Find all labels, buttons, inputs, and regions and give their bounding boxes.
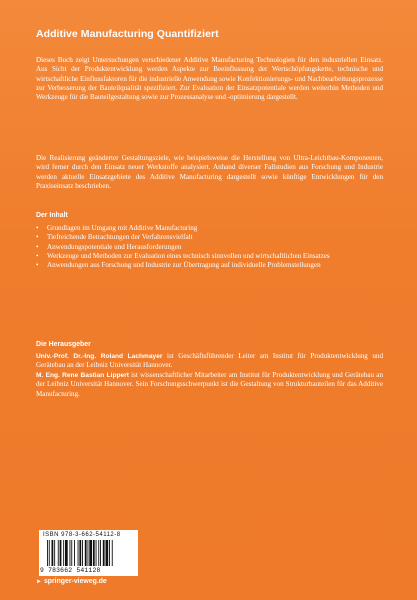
- barcode-bar: [93, 540, 95, 566]
- barcode-number: 9 783662 541128: [40, 567, 101, 574]
- editors-heading: Die Herausgeber: [36, 341, 91, 348]
- editor-2-bio: [36, 371, 383, 399]
- description-paragraph-1: Dieses Buch zeigt Untersuchungen verschiedener Additive Manufacturing Technologien für den industriellen Einsatz. Aus Sicht der Produktentwicklung werden Aspekte zur Beeinflussung der Wertschöpfungskette, technische und wirtschaftliche Einflussfaktoren für die industrielle Anwendung sowie Konfektionierungs- und Nachbearbeitungsprozesse zur Verbesserung der Bauteilqualität spezifiziert. Zur Evaluation der Einsatzpotentiale werden weiterhin Methoden und Werkzeuge für die Bauteilgestaltung sowie zur Prozessanalyse und -optimierung dargestellt.: [36, 56, 383, 101]
- contents-heading: Der Inhalt: [36, 212, 68, 219]
- barcode-bar: [74, 540, 75, 566]
- description-paragraph-2: Die Realisierung geänderter Gestaltungsziele, wie beispielsweise die Herstellung von Ultra-Leichtbau-Komponenten, wird ferner durch den Einsatz neuer Werkstoffe analysiert. Anhand diverser Fallstudien aus Forschung und Industrie werden aktuelle Einsatzgebiete des Additive Manufacturing dargestellt sowie künftige Entwicklungen für den Praxiseinsatz beschrieben.: [36, 154, 383, 190]
- arrow-right-icon: ►: [36, 579, 42, 585]
- barcode-bar: [49, 540, 50, 566]
- barcode-bar: [65, 540, 68, 566]
- list-item: • Anwendungen aus Forschung und Industrie zur Übertragung auf individuelle Problemstellungen: [36, 261, 376, 270]
- contents-list: [36, 224, 376, 270]
- barcode-bar: [60, 540, 62, 566]
- editor-2-text: ist wissenschaftlicher Mitarbeiter am Institut für Produktentwicklung und Gerätebau an der Leibniz Universität Hannover. Sein Forschungsschwerpunkt ist die Gestaltung von Strukturbauteilen für das Additive Manufacturing.: [36, 371, 383, 398]
- barcode-bar: [71, 540, 72, 566]
- barcode-bar: [85, 540, 87, 566]
- barcode-icon: [47, 540, 133, 566]
- editor-1-bio: [36, 352, 383, 371]
- barcode-bar: [82, 540, 83, 566]
- barcode-bar: [89, 540, 92, 566]
- barcode-bar: [106, 540, 109, 566]
- barcode-bar: [47, 540, 48, 566]
- barcode-bar: [70, 540, 71, 566]
- barcode-bar: [103, 540, 105, 566]
- barcode-bar: [98, 540, 99, 566]
- barcode-bar: [52, 540, 54, 566]
- barcode-bar: [58, 540, 59, 566]
- barcode-bar: [63, 540, 64, 566]
- barcode-bar: [100, 540, 101, 566]
- book-title: Additive Manufacturing Quantifiziert: [36, 28, 219, 40]
- barcode-bar: [109, 540, 110, 566]
- barcode-box: [39, 530, 138, 576]
- editor-2-name: M. Eng. Rene Bastian Lippert: [36, 372, 129, 379]
- barcode-bar: [79, 540, 81, 566]
- list-item: • Grundlagen im Umgang mit Additive Manufacturing: [36, 224, 376, 233]
- list-item: • Werkzeuge und Methoden zur Evaluation eines technisch sinnvollen und wirtschaftlichen Einsatzes: [36, 252, 376, 261]
- website-link[interactable]: [36, 578, 107, 585]
- barcode-bar: [88, 540, 89, 566]
- barcode-bar: [78, 540, 79, 566]
- editor-1-name: Univ.-Prof. Dr.-Ing. Roland Lachmayer: [36, 353, 163, 360]
- website-url: springer-vieweg.de: [43, 578, 107, 585]
- list-item: • Anwendungspotentiale und Herausforderungen: [36, 243, 376, 252]
- isbn-label: ISBN 978-3-662-54112-8: [43, 532, 121, 538]
- editor-1-text: ist Geschäftsführender Leiter am Institut für Produktentwicklung und Gerätebau an der Leibniz Universität Hannover.: [36, 352, 384, 370]
- barcode-bar: [54, 540, 55, 566]
- list-item: • Tiefreichende Betrachtungen der Verfahrensvielfalt: [36, 233, 376, 242]
- barcode-bar: [96, 540, 97, 566]
- barcode-bar: [112, 540, 113, 566]
